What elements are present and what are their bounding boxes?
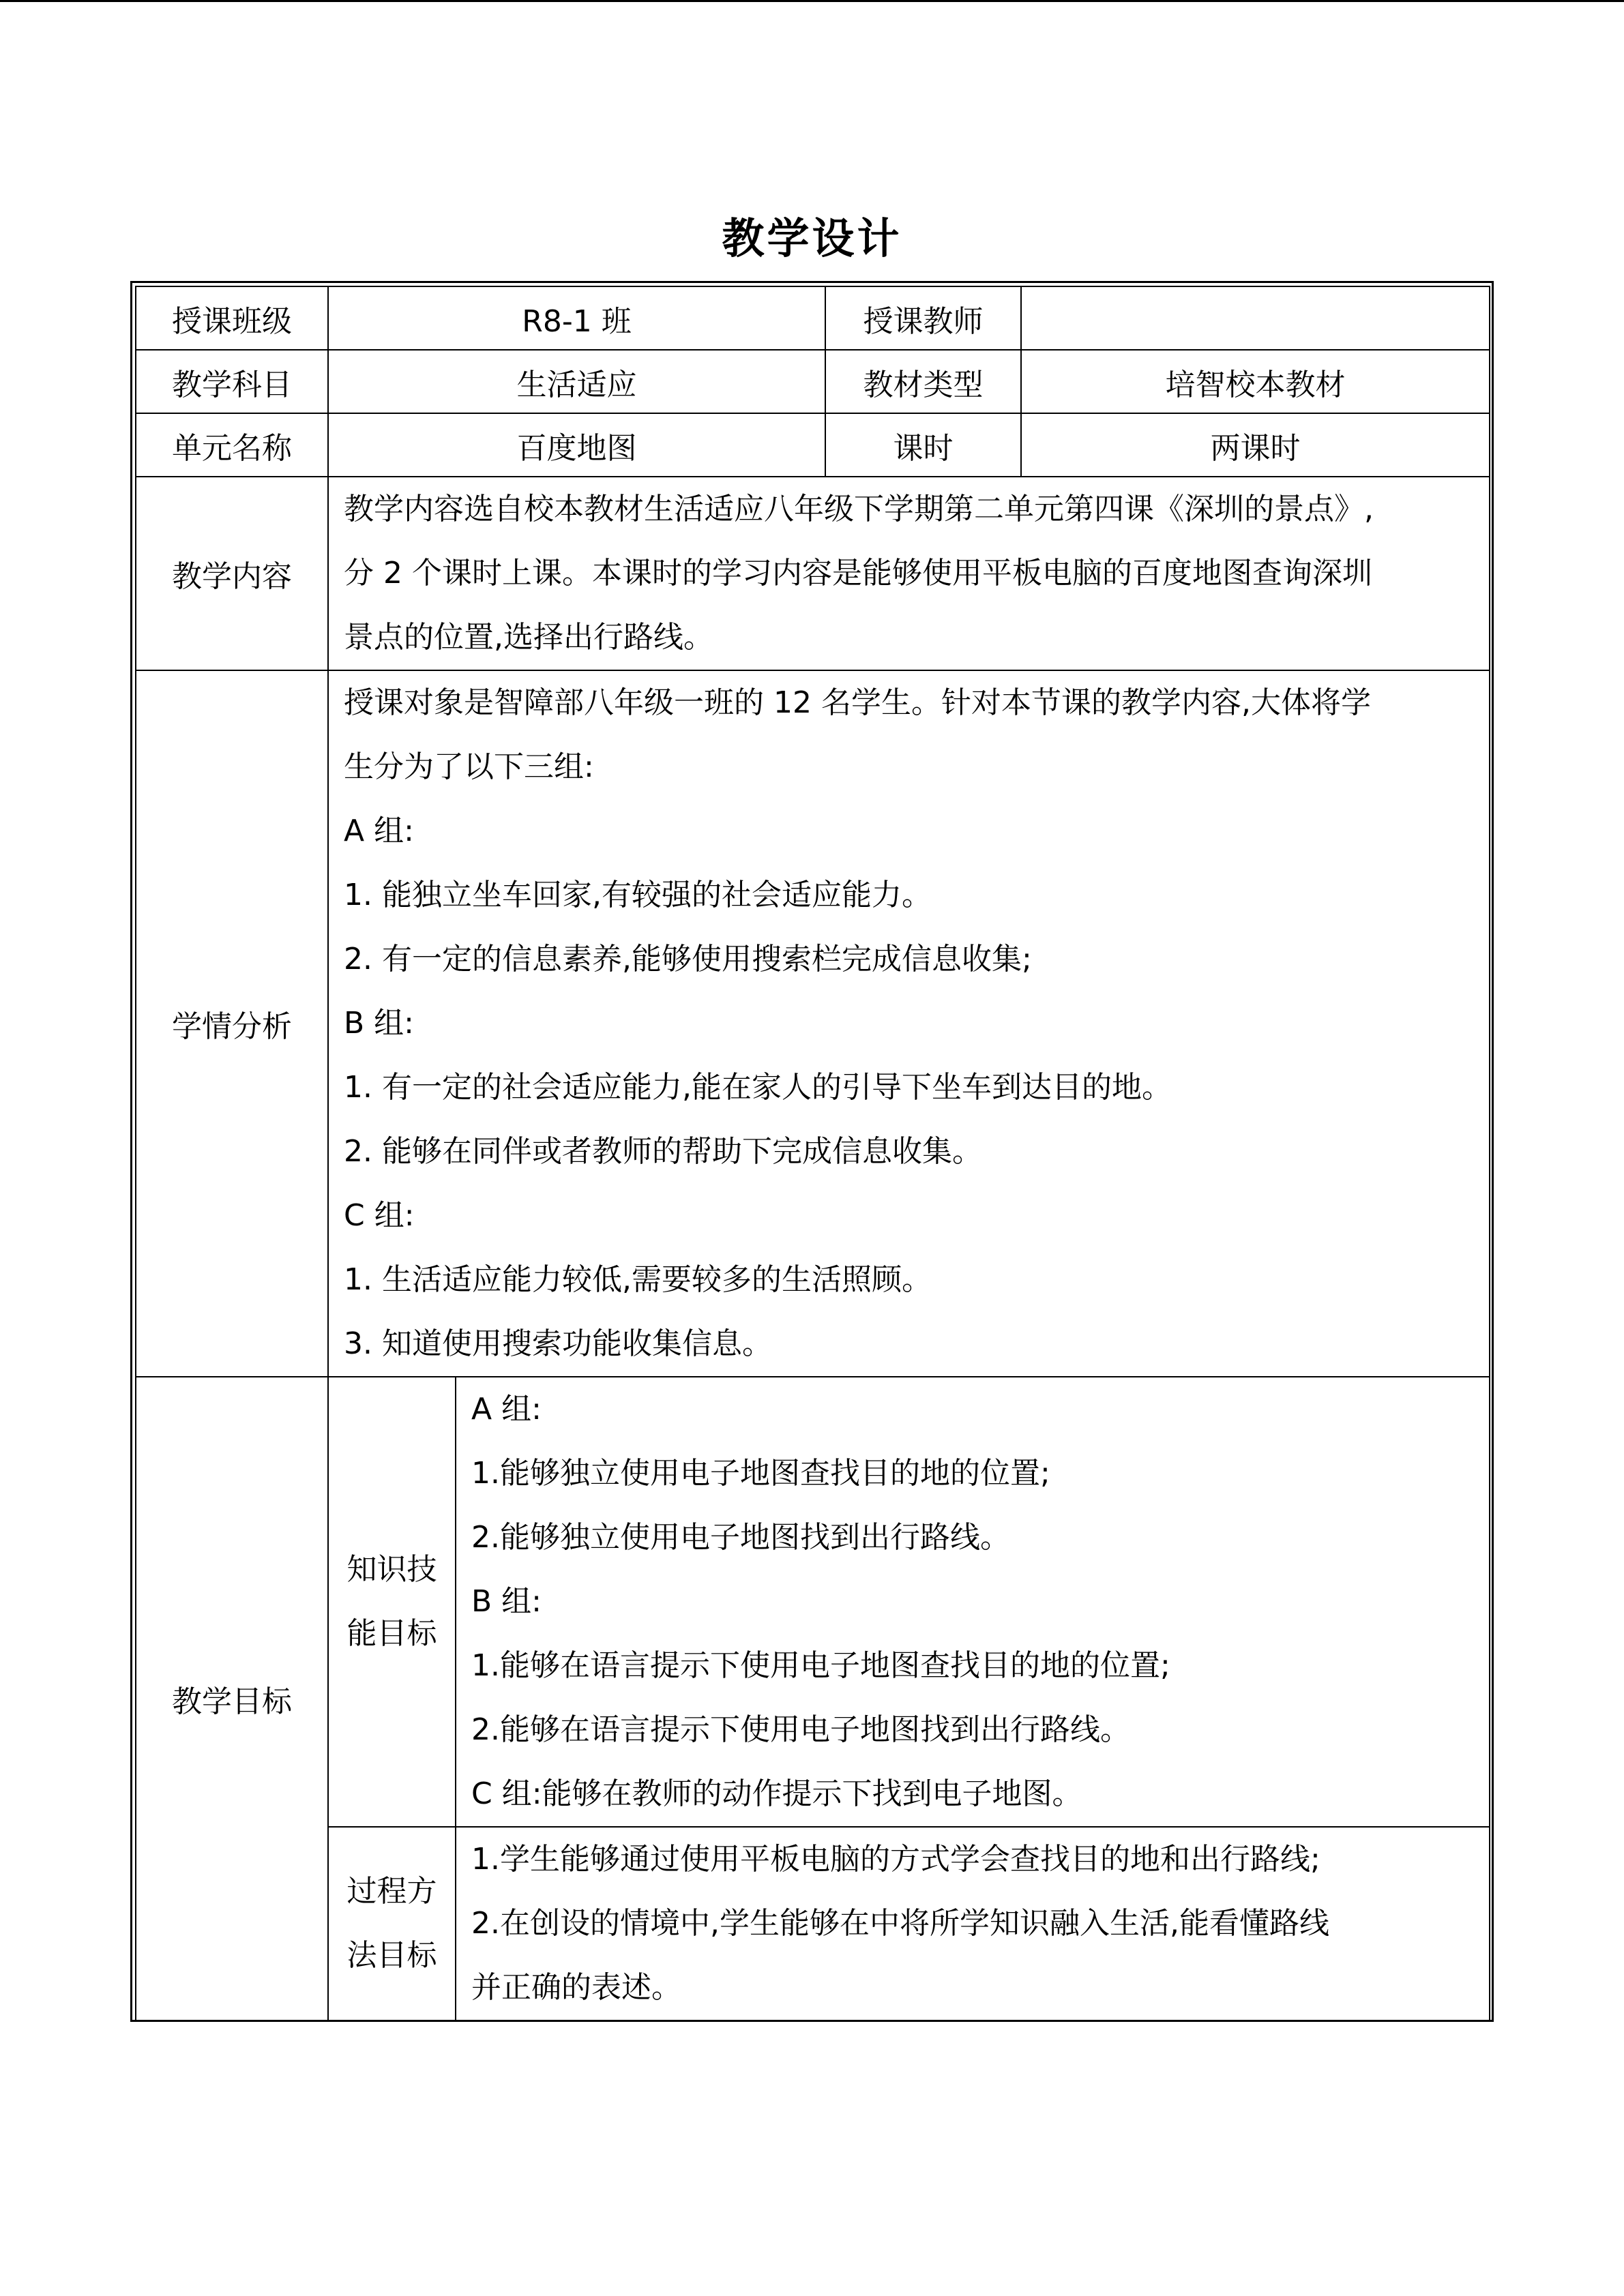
content-line: 教学内容选自校本教材生活适应八年级下学期第二单元第四课《深圳的景点》, xyxy=(344,492,1374,526)
analysis-line: 授课对象是智障部八年级一班的 12 名学生。针对本节课的教学内容,大体将学 xyxy=(344,685,1371,720)
content-line: 景点的位置,选择出行路线。 xyxy=(344,620,713,655)
knowledge-line: 1.能够在语言提示下使用电子地图查找目的地的位置; xyxy=(471,1648,1170,1683)
info-row-subject xyxy=(136,350,1490,413)
info-row-class xyxy=(136,286,1490,350)
analysis-line: 1. 生活适应能力较低,需要较多的生活照顾。 xyxy=(344,1262,932,1297)
label-process-goal xyxy=(329,1827,456,2020)
label-goals: 教学目标 xyxy=(136,1377,328,2021)
page-top-border xyxy=(0,0,1624,2)
process-line: 1.学生能够通过使用平板电脑的方式学会查找目的地和出行路线; xyxy=(471,1842,1320,1877)
value-material-type: 培智校本教材 xyxy=(1021,350,1490,413)
knowledge-line: B 组: xyxy=(471,1584,542,1619)
process-line: 2.在创设的情境中,学生能够在中将所学知识融入生活,能看懂路线 xyxy=(471,1906,1329,1941)
knowledge-line: 1.能够独立使用电子地图查找目的地的位置; xyxy=(471,1456,1050,1491)
analysis-line: 2. 能够在同伴或者教师的帮助下完成信息收集。 xyxy=(344,1134,982,1169)
value-periods: 两课时 xyxy=(1021,413,1490,477)
process-line: 并正确的表述。 xyxy=(471,1970,681,2005)
content-text xyxy=(328,477,1490,670)
label-material-type: 教材类型 xyxy=(825,350,1021,413)
label-periods: 课时 xyxy=(825,413,1021,477)
analysis-text xyxy=(328,670,1490,1377)
knowledge-label-line: 能目标 xyxy=(346,1616,437,1651)
process-goal-text xyxy=(456,1827,1489,2020)
goals-cell xyxy=(328,1377,1490,2021)
value-unit: 百度地图 xyxy=(328,413,825,477)
knowledge-line: C 组:能够在教师的动作提示下找到电子地图。 xyxy=(471,1776,1082,1811)
analysis-line: B 组: xyxy=(344,1006,414,1041)
analysis-line: 生分为了以下三组: xyxy=(344,749,594,784)
analysis-line: 2. 有一定的信息素养,能够使用搜索栏完成信息收集; xyxy=(344,942,1032,976)
value-subject: 生活适应 xyxy=(328,350,825,413)
goals-row xyxy=(136,1377,1490,2021)
process-label-line: 过程方 xyxy=(346,1874,437,1909)
knowledge-label-line: 知识技 xyxy=(346,1552,437,1587)
knowledge-goal-text xyxy=(456,1377,1489,1827)
label-analysis: 学情分析 xyxy=(136,670,328,1377)
process-label-line: 法目标 xyxy=(346,1938,437,1973)
label-content: 教学内容 xyxy=(136,477,328,670)
process-goal-row xyxy=(329,1827,1489,2020)
label-class: 授课班级 xyxy=(136,286,328,350)
value-class: R8-1 班 xyxy=(328,286,825,350)
label-subject: 教学科目 xyxy=(136,350,328,413)
label-unit: 单元名称 xyxy=(136,413,328,477)
analysis-row xyxy=(136,670,1490,1377)
analysis-line: C 组: xyxy=(344,1198,415,1233)
analysis-line: 1. 有一定的社会适应能力,能在家人的引导下坐车到达目的地。 xyxy=(344,1070,1172,1105)
knowledge-line: 2.能够在语言提示下使用电子地图找到出行路线。 xyxy=(471,1712,1130,1747)
knowledge-line: A 组: xyxy=(471,1392,542,1427)
info-row-unit xyxy=(136,413,1490,477)
value-teacher xyxy=(1021,286,1490,350)
knowledge-line: 2.能够独立使用电子地图找到出行路线。 xyxy=(471,1520,1010,1555)
analysis-line: 1. 能独立坐车回家,有较强的社会适应能力。 xyxy=(344,878,932,912)
label-teacher: 授课教师 xyxy=(825,286,1021,350)
analysis-line: A 组: xyxy=(344,814,414,848)
page-title: 教学设计 xyxy=(722,213,902,263)
goals-inner-table xyxy=(329,1377,1489,2020)
content-row xyxy=(136,477,1490,670)
label-knowledge-goal xyxy=(329,1377,456,1827)
lesson-design-table xyxy=(135,286,1490,2021)
knowledge-goal-row xyxy=(329,1377,1489,1827)
analysis-line: 3. 知道使用搜索功能收集信息。 xyxy=(344,1326,772,1361)
content-line: 分 2 个课时上课。本课时的学习内容是能够使用平板电脑的百度地图查询深圳 xyxy=(344,556,1372,591)
